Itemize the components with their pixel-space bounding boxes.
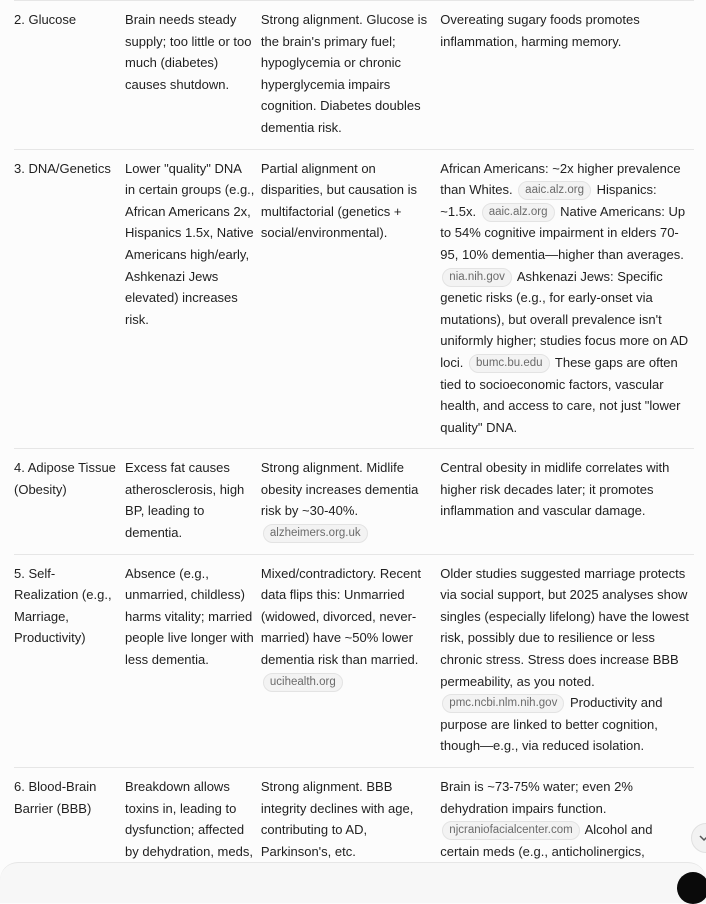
alignment-cell xyxy=(261,563,440,757)
alignment-cell xyxy=(261,158,440,439)
comparison-table xyxy=(14,0,694,895)
claim-cell: Excess fat causes atherosclerosis, high BP, leading to dementia. xyxy=(125,460,245,541)
cell-text: Native Americans: Up to 54% cognitive impairment in elders 70-95, 10% dementia—higher than averages. xyxy=(440,203,686,262)
cell-text: Productivity and purpose are linked to better cognition, though—e.g., via reduced isolation. xyxy=(440,695,663,754)
cell-text: Older studies suggested marriage protects via social support, but 2025 analyses show singles (especially lifelong) have the lowest risk, possibly due to resilience or less chronic stress. Stress does increase BBB permeability, as you noted. xyxy=(440,565,689,689)
claim-cell: Lower "quality" DNA in certain groups (e.g., African Americans 2x, Hispanics 1.5x, Native Americans high/early, Ashkenazi Jews elevated) increases risk. xyxy=(125,160,255,327)
chevron-down-icon xyxy=(698,832,706,844)
notes-cell xyxy=(440,457,694,543)
cell-text: Central obesity in midlife correlates with higher risk decades later; it promotes inflammation and vascular damage. xyxy=(440,460,670,519)
cell-text: African Americans: ~2x higher prevalence than Whites. xyxy=(440,160,681,198)
table-row xyxy=(14,1,694,150)
cell-text: Brain is ~73-75% water; even 2% dehydration impairs function. xyxy=(440,779,633,816)
source-chip[interactable]: aaic.alz.org xyxy=(482,203,555,222)
claim-cell: Brain needs steady supply; too little or too much (diabetes) causes shutdown. xyxy=(125,12,252,92)
notes-cell xyxy=(440,9,694,139)
factor-cell: 3. DNA/Genetics xyxy=(14,160,111,176)
notes-cell xyxy=(440,563,694,757)
notes-cell xyxy=(440,158,694,439)
cell-text: These gaps are often tied to socioeconomic factors, vascular health, and access to care, not just "lower quality" DNA. xyxy=(440,354,681,435)
cell-text: Alcohol and certain meds (e.g., anticholinergics, xyxy=(440,822,653,859)
source-chip[interactable]: nia.nih.gov xyxy=(442,268,512,287)
factor-cell: 4. Adipose Tissue (Obesity) xyxy=(14,460,116,497)
table-row xyxy=(14,449,694,554)
source-chip[interactable]: pmc.ncbi.nlm.nih.gov xyxy=(442,694,564,713)
source-chip[interactable]: ucihealth.org xyxy=(263,673,343,692)
cell-text: Strong alignment. Midlife obesity increases dementia risk by ~30-40%. xyxy=(260,460,419,519)
source-chip[interactable]: aaic.alz.org xyxy=(518,181,591,200)
table-row xyxy=(14,150,694,450)
source-chip[interactable]: alzheimers.org.uk xyxy=(263,524,368,543)
cell-text: Hispanics: ~1.5x. xyxy=(440,182,657,219)
alignment-cell xyxy=(261,457,440,543)
factor-cell: 6. Blood-Brain Barrier (BBB) xyxy=(14,779,97,816)
cell-text: Mixed/contradictory. Recent data flips this: Unmarried (widowed, divorced, never-married) have ~50% lower dementia risk than married. xyxy=(260,565,422,668)
cell-text: Partial alignment on disparities, but causation is multifactorial (genetics + social/environmental). xyxy=(260,160,417,241)
cell-text: Overeating sugary foods promotes inflammation, harming memory. xyxy=(440,12,640,49)
factor-cell: 5. Self-Realization (e.g., Marriage, Productivity) xyxy=(14,565,112,646)
claim-cell: Breakdown allows toxins in, leading to dysfunction; affected by dehydration, meds, xyxy=(125,779,253,859)
factor-cell: 2. Glucose xyxy=(14,12,77,27)
cell-text: Strong alignment. BBB integrity declines with age, contributing to AD, Parkinson's, etc. xyxy=(260,779,414,859)
source-chip[interactable]: bumc.bu.edu xyxy=(469,354,550,373)
claim-cell: Absence (e.g., unmarried, childless) harms vitality; married people live longer with less dementia. xyxy=(125,565,254,668)
cell-text: Strong alignment. Glucose is the brain's primary fuel; hypoglycemia or chronic hyperglycemia impairs cognition. Diabetes doubles dementia risk. xyxy=(260,12,428,135)
table-row xyxy=(14,555,694,768)
send-button[interactable] xyxy=(677,872,706,904)
cell-text: Ashkenazi Jews: Specific genetic risks (e.g., for early-onset via mutations), but overall prevalence isn't uniformly higher; studies focus more on AD loci. xyxy=(440,268,689,370)
source-chip[interactable]: njcraniofacialcenter.com xyxy=(442,821,579,840)
message-composer[interactable] xyxy=(0,862,706,903)
alignment-cell xyxy=(261,9,440,139)
